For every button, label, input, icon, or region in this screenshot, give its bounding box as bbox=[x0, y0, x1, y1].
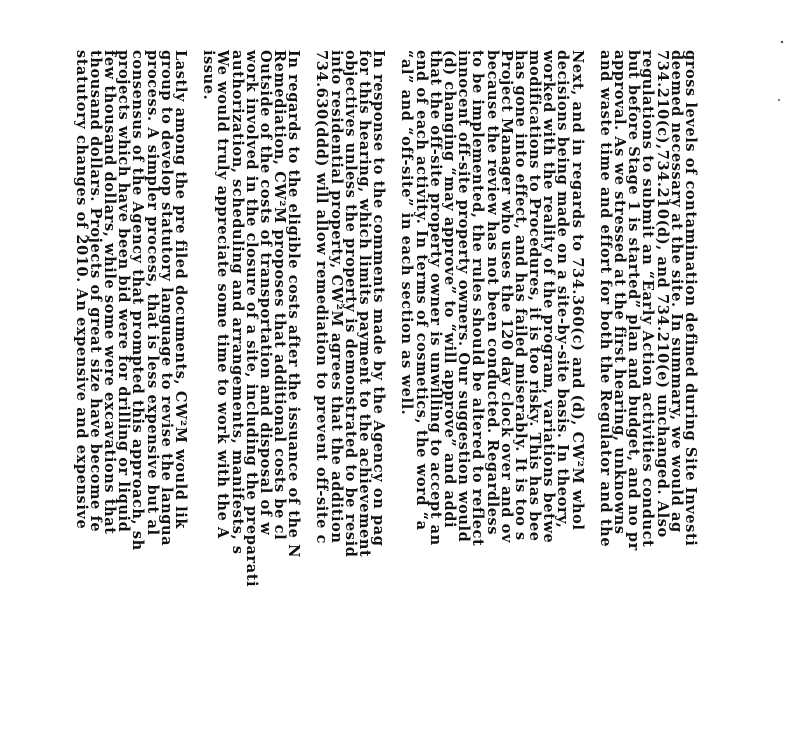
paragraph-line: approval. As we stressed at the first hearing, unknowns bbox=[611, 50, 629, 535]
document-body bbox=[60, 50, 698, 750]
paragraph-line: Project Manager who uses the 120 day clock over and ov bbox=[497, 50, 515, 543]
paragraph-line: 734.210(c),734.210(d), and 734.210(e) unchanged. Also bbox=[653, 50, 671, 538]
paragraph-line: few thousand dollars, while some were excavations that bbox=[101, 50, 119, 535]
paragraph-line: consensus of the Agency that prompted this approach, sh bbox=[129, 50, 147, 551]
paragraph-line: to be implemented, the rules should be altered to reflect bbox=[469, 50, 487, 547]
paragraph-p4 bbox=[200, 50, 303, 750]
scan-speck bbox=[781, 41, 783, 43]
paragraph-p1 bbox=[598, 50, 697, 750]
paragraph-line: has gone into effect, and has failed miserably. It is too s bbox=[511, 50, 529, 541]
paragraph-line: Lastly among the pre filed documents, CW²M would lik bbox=[172, 50, 189, 529]
paragraph-line: into residential property, CW²M agrees that the addition bbox=[327, 50, 345, 544]
paragraph-line: decisions being made on a site-by-site basis. In theory, bbox=[554, 50, 572, 529]
paragraph-line: end of each activity. In terms of cosmetics, the word “a bbox=[412, 50, 430, 531]
paragraph-line: (d) changing “may approve” to “will approve” and addi bbox=[441, 50, 458, 529]
paragraph-line: 734.630(ddd) will allow remediation to prevent off-site c bbox=[313, 50, 331, 545]
paragraph-line: deemed necessary at the site. In summary, we would ag bbox=[667, 50, 685, 533]
paragraph-line: but before Stage 1 is started” plan and budget, and no pr bbox=[625, 50, 643, 551]
paragraph-p5 bbox=[74, 50, 188, 750]
paragraph-line: and waste time and effort for both the Regulator and the bbox=[596, 50, 614, 548]
paragraph-line: for this hearing, which limits payment to the achievement bbox=[356, 50, 374, 558]
paragraph-p2 bbox=[398, 50, 586, 750]
paragraph-line: because the review has not been conducted. Regardless bbox=[483, 50, 501, 536]
paragraph-line: that the off-site property owner is unwilling to accept an bbox=[426, 50, 444, 546]
paragraph-line: statutory changes of 2010. An expensive and expensive bbox=[72, 50, 90, 530]
scan-speck bbox=[778, 99, 780, 101]
paragraph-line: gross levels of contamination defined during Site Investi bbox=[682, 50, 699, 547]
paragraph-line: innocent off-site property owners. Our suggestion would bbox=[455, 50, 473, 543]
paragraph-line: group to develop statutory language to revise the langua bbox=[157, 50, 175, 547]
paragraph-line: regulations to submit an “Early Action activities conduct bbox=[639, 50, 657, 548]
paragraph-line: In response to the comments made by the Agency on pag bbox=[370, 50, 388, 547]
paragraph-line: Outside of the costs of transportation and disposal of w bbox=[256, 50, 274, 536]
paragraph-line: work involved in the closure of a site, including the preparati bbox=[242, 50, 260, 588]
paragraph-line: We would truly appreciate some time to work with the A bbox=[214, 50, 232, 539]
paragraph-line: modifications to Procedures, it is too risky. This has bee bbox=[526, 50, 544, 542]
paragraph-line: Remediation, CW²M proposes that additional costs be cl bbox=[271, 50, 289, 541]
paragraph-line: Next, and in regards to 734.360(c) and (d), CW²M whol bbox=[568, 50, 586, 531]
paragraph-line: objectives unless the property is demonstrated to be resid bbox=[341, 50, 359, 558]
paragraph-line: issue. bbox=[200, 50, 218, 101]
paragraph-line: projects which have been bid were for drilling or liquid bbox=[115, 50, 133, 533]
paragraph-line: “al” and “off-site” in each section as well. bbox=[398, 50, 416, 416]
paragraph-line: authorization, scheduling and arrangements, manifests, s bbox=[228, 50, 246, 555]
paragraph-line: thousand dollars. Projects of great size have become fe bbox=[86, 50, 104, 533]
paragraph-p3 bbox=[313, 50, 388, 750]
rotated-page-content bbox=[72, 50, 699, 636]
paragraph-line: In regards to the eligible costs after the issuance of the N bbox=[285, 50, 303, 558]
paragraph-line: worked with the reality of the program, variations betwe bbox=[540, 50, 558, 544]
paragraph-line: process. A simpler process, that is less expensive but al bbox=[143, 50, 161, 536]
